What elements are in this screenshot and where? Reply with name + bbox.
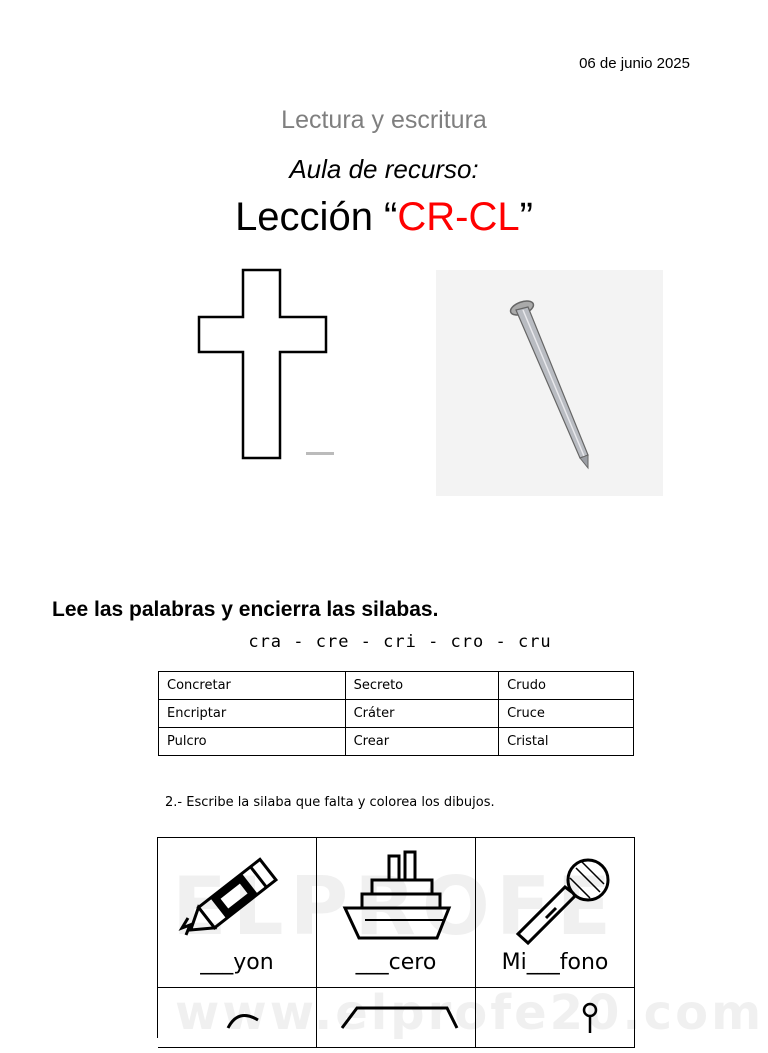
picture-cell-ship [317,838,476,988]
subject-title: Lectura y escritura [281,106,487,134]
picture-cell-crayon [158,838,317,988]
nail-icon [436,270,663,496]
picture-word: ___yon [200,950,274,975]
picture-cell [317,988,476,1048]
table-row [159,728,634,756]
watermark-url: www.elprofe20.com [175,985,765,1041]
lesson-suffix: ” [519,195,533,239]
picture-grid [157,837,635,1038]
word-cell: Concretar [159,672,346,700]
lesson-prefix: Lección “ [235,195,398,239]
cross-image [190,262,340,467]
word-cell: Crear [345,728,498,756]
lesson-title [0,195,768,240]
picture-cell [476,988,635,1048]
box-icon [317,988,476,1048]
instruction-write: 2.- Escribe la silaba que falta y colorea los dibujos. [165,795,495,810]
key-icon [476,988,635,1048]
crayon-icon [158,838,317,948]
word-cell: Cráter [345,700,498,728]
table-row [159,672,634,700]
word-cell: Cristal [499,728,634,756]
syllable-list: cra - cre - cri - cro - cru [248,632,552,652]
microphone-icon [476,838,635,948]
animal-icon [158,988,317,1048]
ship-icon [317,838,476,948]
word-cell: Cruce [499,700,634,728]
date: 06 de junio 2025 [579,55,690,72]
picture-word: ___cero [355,950,437,975]
picture-cell [158,988,317,1048]
table-row [159,700,634,728]
word-table [158,671,634,756]
nail-image [436,270,663,496]
picture-cell-microphone [476,838,635,988]
lesson-highlight: CR-CL [397,195,520,239]
picture-word: Mi___fono [501,950,609,975]
word-cell: Crudo [499,672,634,700]
cross-icon [190,262,340,467]
classroom-label: Aula de recurso: [289,154,479,184]
word-cell: Encriptar [159,700,346,728]
instruction-read: Lee las palabras y encierra las silabas. [52,598,439,621]
word-cell: Pulcro [159,728,346,756]
word-cell: Secreto [345,672,498,700]
